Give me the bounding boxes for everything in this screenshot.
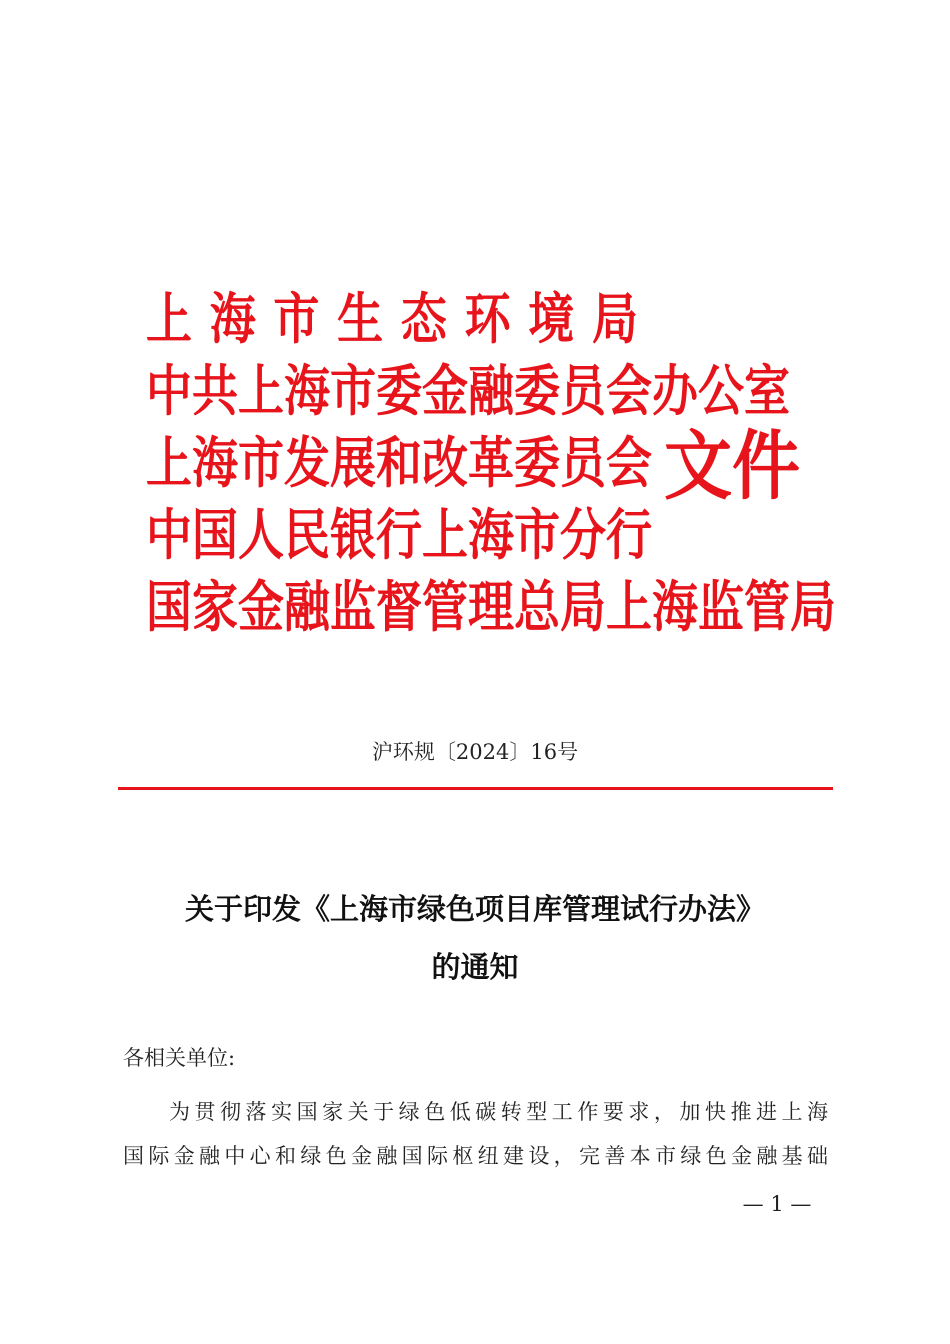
document-number: 沪环规〔2024〕16号 <box>371 740 579 764</box>
document-title-line-2: 的通知 <box>431 950 519 984</box>
page-number: — 1 — <box>742 1192 812 1216</box>
body-line: 为贯彻落实国家关于绿色低碳转型工作要求，加快推进上海 <box>169 1100 829 1124</box>
document-title-line-1: 关于印发《上海市绿色项目库管理试行办法》 <box>184 892 765 926</box>
issuer-pboc-shanghai-branch: 中国人民银行上海市分行 <box>146 502 652 568</box>
red-divider-line <box>118 787 833 790</box>
document-title <box>80 880 870 996</box>
issuer-ecology-environment-bureau: 上海市生态环境局 <box>146 286 638 352</box>
salutation: 各相关单位: <box>123 1046 236 1070</box>
document-word: 文件 <box>664 424 801 511</box>
body-line: 国际金融中心和绿色金融国际枢纽建设，完善本市绿色金融基础 <box>123 1144 829 1168</box>
issuer-finance-committee-office: 中共上海市委金融委员会办公室 <box>146 358 790 424</box>
body-paragraph <box>123 1090 829 1178</box>
issuer-development-reform-commission: 上海市发展和改革委员会 <box>146 430 652 496</box>
issuer-financial-regulatory-bureau: 国家金融监督管理总局上海监管局 <box>146 574 836 640</box>
